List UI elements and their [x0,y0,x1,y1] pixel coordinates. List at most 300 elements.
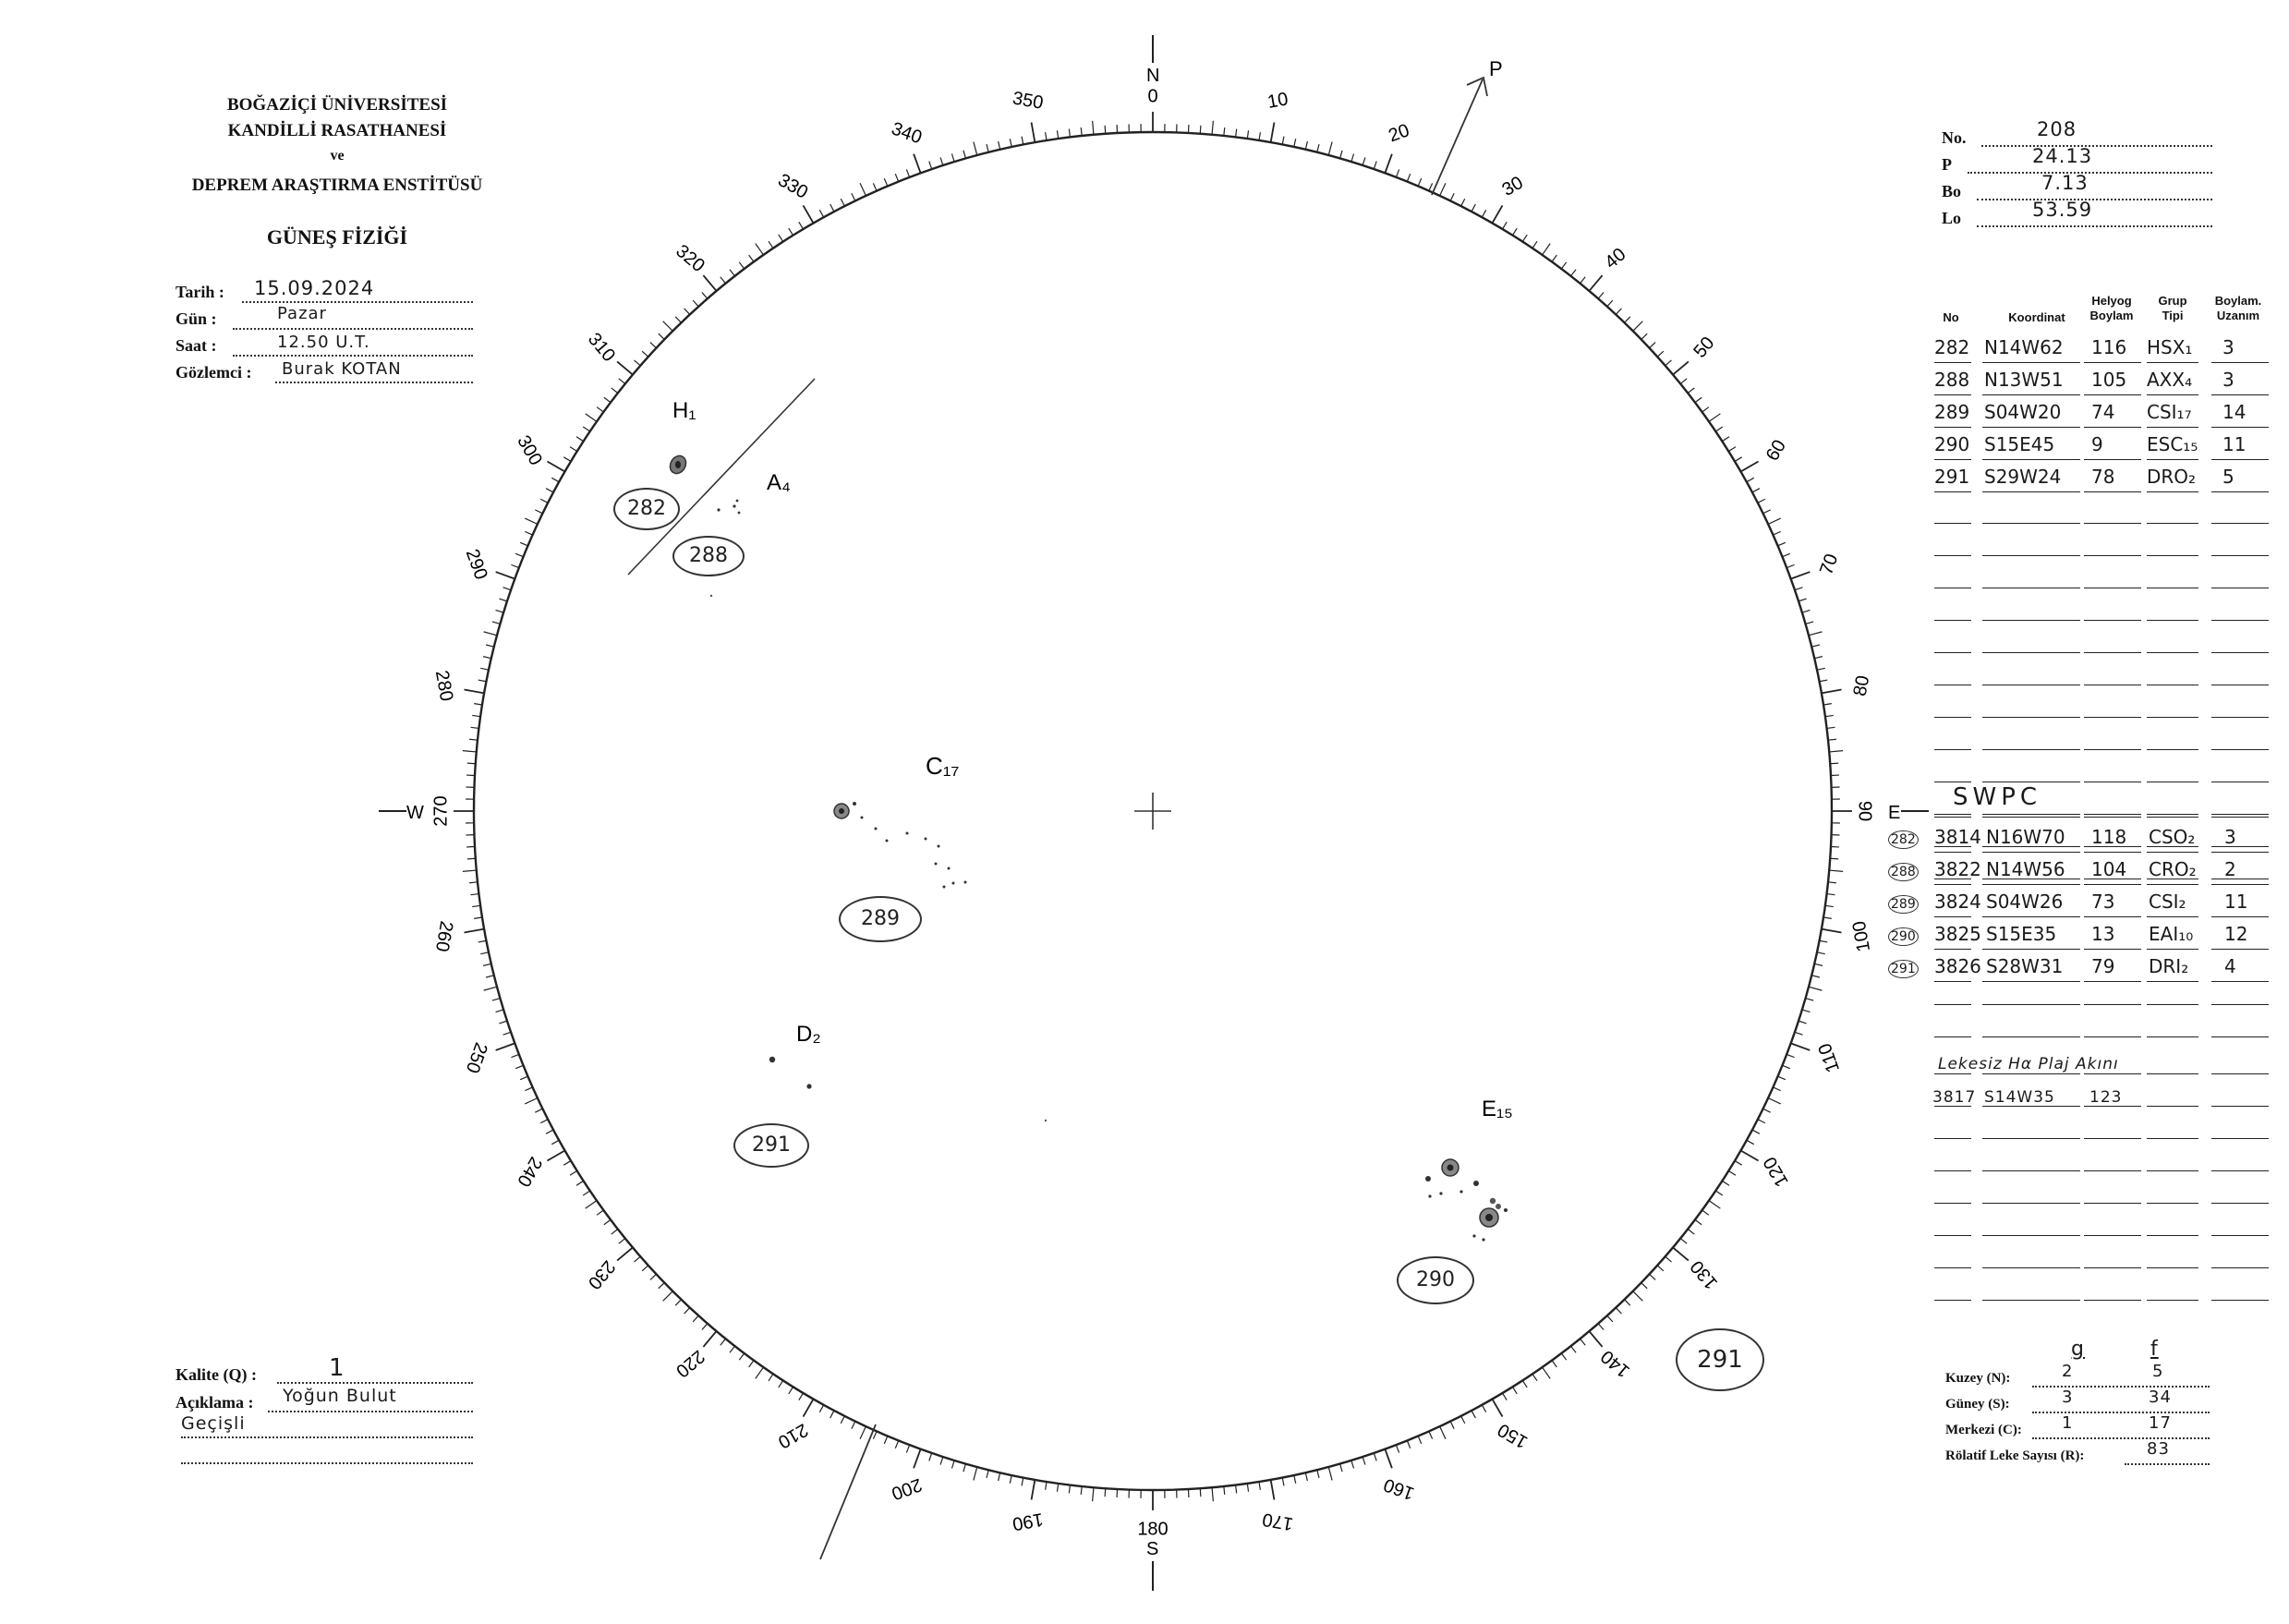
scale-tick [1081,1486,1082,1495]
scale-tick [684,309,690,315]
scale-tick [1512,1387,1517,1394]
scale-label: 20 [1386,120,1412,147]
scale-tick [756,244,764,255]
scale-label: 100 [1848,919,1875,953]
scale-tick [675,317,681,322]
scale-tick [1224,1486,1225,1495]
scale-tick [1461,199,1465,206]
scale-tick [1236,129,1237,138]
scale-tick [1552,1361,1556,1367]
scale-tick [987,144,988,152]
p-axis-label: P [1489,57,1503,80]
row-number: 282 [1934,336,1970,358]
scale-tick [604,397,611,402]
north-count-label: Kuzey (N): [1945,1371,2011,1386]
relative-number-line [2125,1463,2210,1465]
scale-tick [1105,126,1106,134]
scale-label: 190 [1011,1509,1046,1534]
scale-tick [1715,427,1722,431]
sunspot-290-c [1473,1181,1479,1186]
scale-tick [1798,599,1807,601]
scale-tick [1552,255,1556,261]
scale-tick [1768,1098,1781,1104]
scale-tick [769,1374,773,1380]
scale-tick [540,1120,548,1123]
sunspot-290-b [1425,1176,1431,1182]
scale-tick [515,1065,523,1068]
scale-tick [1735,1161,1742,1166]
scale-tick [1758,1120,1765,1123]
scale-tick [693,300,698,307]
swpc-coordinate: S15E35 [1986,923,2057,945]
scale-tick [1200,126,1201,134]
scale-tick [721,277,726,284]
scale-tick [929,1453,932,1461]
scale-tick [1747,478,1754,481]
institute-name: DEPREM ARAŞTIRMA ENSTİTÜSÜ [191,176,483,195]
scale-tick [895,1440,898,1448]
swpc-coordinate: S28W31 [1986,955,2064,977]
scale-tick [472,905,480,906]
scale-tick [1641,333,1647,339]
scale-tick [1728,447,1736,452]
plage-coordinate: S14W35 [1984,1088,2055,1107]
scale-tick [486,645,494,647]
row-extent: 14 [2222,401,2247,423]
scale-tick [1817,952,1825,954]
group-number-291-outside: 291 [1676,1328,1764,1391]
scale-tick [474,704,482,705]
sunspot-289-e [886,840,889,842]
scale-tick [1271,123,1275,143]
scale-tick [1822,929,1842,933]
scale-tick [1032,1480,1036,1500]
scale-tick [1543,1367,1551,1378]
scale-tick [1811,645,1820,647]
swpc-longitude: 73 [2091,891,2115,913]
scale-tick [1580,1339,1586,1345]
row-extent: 11 [2222,433,2247,455]
scale-tick [520,1076,527,1080]
scale-tick [474,917,482,918]
row-longitude: 9 [2091,433,2103,455]
swpc-group-type: CSI₂ [2149,891,2186,913]
scale-tick [563,457,571,462]
scale-tick [1282,1477,1284,1485]
scale-tick [703,1331,716,1347]
scale-tick [496,1043,515,1050]
scale-tick [1046,132,1047,140]
scale-tick [963,1464,965,1473]
swpc-number: 3822 [1934,858,1981,880]
section-title: GÜNEŞ FİZİĞİ [266,225,408,248]
scale-label: 320 [672,240,708,277]
scale-tick [659,333,664,339]
north-letter: N [1146,66,1160,86]
col-header-group-type: Grup Tipi [2158,294,2187,322]
bo-value: 7.13 [2041,172,2089,194]
scale-tick [1616,1308,1621,1315]
center-f: 17 [2149,1413,2172,1433]
scale-tick [1819,680,1827,682]
scale-tick [999,141,1000,150]
scale-tick [478,940,487,942]
scale-tick [1625,1300,1630,1305]
scale-tick [1069,129,1070,138]
scale-tick [467,858,476,859]
row-group-type: HSX₁ [2147,336,2193,358]
scale-tick [1200,1488,1201,1497]
row-longitude: 78 [2091,466,2115,488]
scale-tick [929,162,932,170]
scale-label: 170 [1260,1509,1295,1534]
scale-tick [1069,1485,1070,1494]
scale-tick [1607,300,1613,307]
scale-tick [1823,704,1832,705]
scale-tick [483,963,491,965]
scale-label: 300 [513,431,546,469]
sunspot-289-l [964,881,967,884]
scale-tick [1823,917,1832,918]
scale-tick [1715,1191,1722,1195]
scale-label: 10 [1266,89,1290,113]
scale-tick [1571,270,1577,276]
sunspot-288-c [736,500,739,503]
scale-tick [1782,1065,1789,1068]
scale-tick [1598,1324,1604,1330]
scale-tick [1057,1484,1058,1492]
scale-tick [804,1400,814,1417]
scale-label: 120 [1760,1153,1793,1191]
scale-tick [1351,154,1354,163]
scale-tick [1472,1411,1475,1418]
note-line [268,1411,473,1412]
row-group-type: ESC₁₅ [2147,433,2198,455]
scale-tick [1802,610,1811,612]
scale-tick [642,1266,648,1271]
row-group-type: AXX₄ [2147,369,2193,391]
scale-tick [1806,622,1814,624]
scale-label: 130 [1686,1255,1723,1293]
scale-tick [1482,1405,1485,1412]
swpc-coordinate: N14W56 [1986,858,2065,880]
scale-tick [465,690,485,694]
scale-tick [779,235,783,242]
sunspot-289-m [943,886,946,889]
scale-label: 200 [889,1473,925,1504]
row-number: 288 [1934,369,1970,391]
scale-tick [1752,1130,1760,1133]
scale-tick [570,447,577,452]
swpc-number: 3824 [1934,891,1981,913]
center-count-line [2032,1437,2210,1439]
scale-tick [1396,169,1399,176]
scale-tick [860,1426,866,1439]
sunspot-288-a [717,508,720,511]
scale-tick [469,739,478,740]
scale-tick [749,255,754,261]
scale-tick [492,622,501,624]
scale-tick [563,1161,571,1166]
scale-tick [721,1339,726,1345]
scale-label: 220 [672,1345,708,1382]
scale-tick [1778,542,1786,546]
group-number-290: 290 [1397,1256,1474,1304]
quality-value: 1 [329,1354,345,1382]
scale-tick [860,183,866,196]
swpc-extent: 3 [2224,826,2236,848]
scale-tick [1728,1170,1736,1175]
scale-tick [1747,1140,1754,1144]
scale-tick [940,1457,943,1465]
group-number-288: 288 [672,536,745,576]
swpc-extent: 11 [2224,891,2248,913]
scale-tick [503,588,512,590]
row-coordinate: N13W51 [1984,369,2064,391]
scale-tick [1589,1331,1602,1347]
scale-tick [1786,564,1794,567]
lo-value: 53.59 [2032,199,2093,221]
swpc-ref-number: 290 [1888,927,1919,946]
sunspot-290-i [1472,1234,1475,1237]
scale-tick [1482,210,1485,217]
row-extent: 5 [2222,466,2234,488]
scale-tick [1010,139,1011,147]
scale-tick [895,174,898,181]
south-g: 3 [2062,1388,2074,1407]
sunspot-289-c [861,817,864,819]
scale-tick [1773,531,1780,535]
scale-tick [1450,1422,1454,1429]
swpc-extent: 2 [2224,858,2236,880]
scale-tick [974,1467,977,1480]
scale-tick [1657,1266,1664,1271]
scale-tick [1374,162,1376,170]
scale-tick [540,499,548,503]
scale-tick [730,270,735,276]
scale-tick [1351,1460,1354,1469]
observer-label: Gözlemci : [176,363,252,382]
west-letter: W [406,803,424,823]
scale-tick [1212,1487,1213,1501]
scale-tick [1819,940,1827,942]
row-number: 289 [1934,401,1970,423]
scale-tick [1806,999,1814,1000]
row-coordinate: S29W24 [1984,466,2062,488]
scale-tick [1543,244,1551,255]
scale-tick [499,599,507,601]
scale-tick [612,388,618,394]
scale-tick [914,1449,921,1469]
center-count-label: Merkezi (C): [1945,1423,2022,1437]
scale-tick [1294,1475,1296,1484]
col-header-heliographic: Helyog Boylam [2089,294,2134,322]
scale-tick [547,1151,564,1161]
scale-tick [1809,632,1822,636]
sunspot-289-umbra [839,808,844,814]
scale-tick [496,610,504,612]
date-value: 15.09.2024 [254,277,375,299]
scale-tick [463,870,477,871]
scale-tick [1247,130,1248,139]
scale-tick [1814,657,1823,659]
center-g: 1 [2062,1413,2074,1433]
scale-label: 290 [461,546,491,583]
observer-value: Burak KOTAN [282,359,402,379]
swpc-group-type: EAI₁₀ [2149,923,2194,945]
institution-conjunction: ve [330,148,345,164]
scale-tick [951,1460,954,1469]
scale-tick [525,531,532,535]
group-letter-d2: D₂ [796,1022,821,1047]
scale-tick [546,489,553,492]
scale-tick [499,1021,507,1024]
swpc-ref-number: 288 [1888,863,1919,881]
scale-tick [576,1181,584,1185]
scale-tick [480,952,489,954]
scale-tick [1752,489,1760,492]
scale-tick [1440,1426,1446,1439]
sunspot-288-d [738,512,741,515]
number-label: No. [1942,128,1967,147]
scale-label: 150 [1494,1419,1532,1452]
plage-no: 3817 [1932,1088,1977,1107]
scale-tick [586,1201,597,1209]
swpc-group-type: CSO₂ [2149,826,2196,848]
scale-label: 60 [1762,436,1790,465]
row-number: 290 [1934,433,1970,455]
scale-tick [1702,1210,1709,1215]
group-letter-h1: H₁ [672,398,696,423]
scale-tick [604,1219,611,1224]
scale-tick [1362,157,1365,165]
scale-tick [1224,127,1225,136]
scale-label: 110 [1814,1040,1845,1075]
scale-tick [583,1191,589,1195]
scale-tick [1758,499,1765,503]
scale-label-cardinal: 0 [1147,86,1158,107]
scale-tick [483,657,491,659]
scale-tick [1282,137,1284,145]
scale-tick [951,154,954,163]
scale-tick [675,1300,681,1305]
plage-label: Lekesiz Hα Plaj Akını [1938,1055,2119,1073]
scale-tick [1362,1457,1365,1465]
scale-tick [503,1032,512,1035]
scale-tick [739,262,744,269]
scale-tick [467,763,476,764]
scale-tick [1589,275,1602,291]
scale-tick [612,1230,618,1235]
scale-tick [1046,1482,1047,1490]
scale-tick [830,1411,834,1418]
scale-tick [1418,1436,1422,1444]
scale-tick [749,1361,754,1367]
sunspot-289-b [853,802,856,806]
scale-tick [1429,1431,1433,1438]
scale-tick [570,1170,577,1175]
row-longitude: 116 [2091,336,2127,358]
scale-tick [1236,1485,1237,1494]
scale-tick [547,462,564,472]
swpc-group-type: CRO₂ [2149,858,2197,880]
sunspot-288-b [733,504,735,507]
scale-tick [830,204,834,212]
scale-tick [1786,1054,1794,1057]
stray-dot [710,595,712,597]
scale-tick [1809,987,1822,990]
scale-tick [1259,1482,1260,1490]
swpc-longitude: 13 [2091,923,2115,945]
scale-tick [576,437,584,442]
scale-label: 40 [1601,244,1630,273]
scale-tick [1741,1151,1759,1161]
sunspot-289-j [948,867,951,870]
scale-tick [873,1431,877,1438]
scale-tick [1440,183,1446,196]
group-letter-a4: A₄ [767,470,791,495]
col-header-extent: Boylam. Uzanım [2214,294,2262,322]
sunspot-290-h [1439,1192,1442,1194]
scale-label: 280 [430,669,457,703]
scale-tick [1340,151,1342,159]
scale-tick [1522,1380,1527,1388]
south-f: 34 [2149,1388,2172,1407]
scale-tick [1616,309,1621,315]
scale-tick [478,680,487,682]
scale-tick [663,321,673,332]
scale-tick [1305,1473,1307,1481]
sunspot-290-f [1504,1208,1508,1212]
scale-tick [1022,137,1023,145]
p-axis-line [1432,79,1483,195]
row-longitude: 74 [2091,401,2115,423]
scale-tick [974,142,977,155]
scale-tick [1722,437,1729,442]
sunspot-291-a [769,1057,775,1062]
scale-tick [484,632,497,636]
day-value: Pazar [277,304,327,323]
quality-label: Kalite (Q) : [176,1365,257,1384]
scale-tick [486,976,494,977]
scale-label: 240 [513,1153,546,1191]
group-number-282: 282 [613,488,680,530]
scale-tick [1374,1453,1376,1461]
scale-label: 50 [1690,333,1719,362]
g-column-label: g [2071,1338,2085,1361]
scale-tick [492,999,501,1000]
scale-label: 250 [461,1039,491,1076]
scale-tick [819,210,823,217]
sunspot-289-d [875,828,878,830]
scale-label-cardinal: 270 [430,795,452,827]
note-line-3 [181,1462,473,1464]
scale-tick [702,1324,708,1330]
scale-tick [469,882,478,883]
scale-tick [914,154,921,174]
scale-tick [906,169,909,176]
scale-tick [1461,1416,1465,1424]
scale-tick [779,1380,783,1388]
scale-tick [1791,1043,1811,1050]
scale-tick [511,564,518,567]
scale-tick [1829,751,1843,752]
relative-number-value: 83 [2147,1439,2170,1459]
scale-tick [1825,715,1834,716]
scale-tick [1407,1440,1410,1448]
row-extent: 3 [2222,336,2234,358]
scale-tick [1830,763,1838,764]
